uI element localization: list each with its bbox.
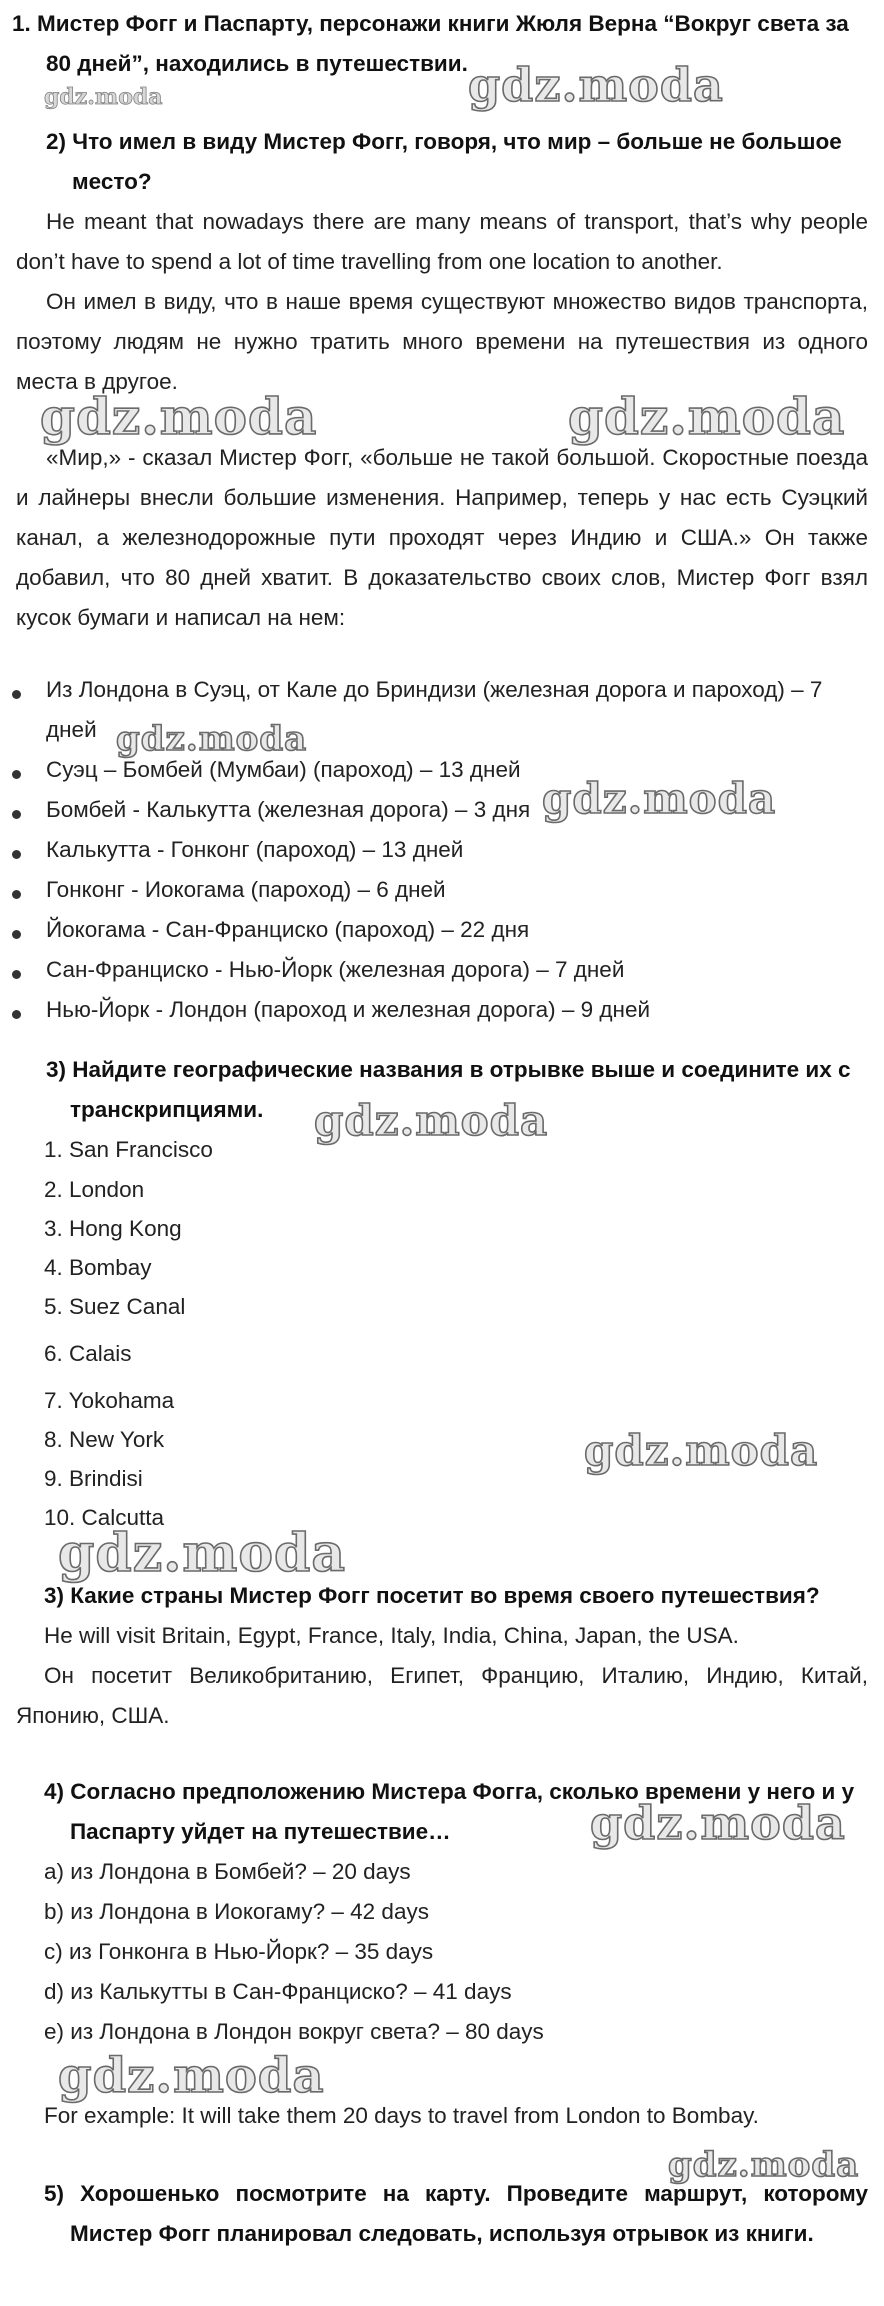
- section3b-question: 3) Какие страны Мистер Фогг посетит во время своего путешествия?: [44, 1583, 820, 1608]
- place-item: 4. Bombay: [44, 1255, 152, 1280]
- route-item-continuation: дней: [46, 717, 97, 742]
- answer-item: c) из Гонконга в Нью-Йорк? – 35 days: [44, 1939, 434, 1964]
- section5-question-line2: Мистер Фогг планировал следовать, используя отрывок из книги.: [70, 2221, 814, 2246]
- answer-item: d) из Калькутты в Сан-Франциско? – 41 days: [44, 1979, 512, 2004]
- bullet-icon: [12, 690, 21, 699]
- section2-en-line1: He meant that nowadays there are many means of transport, that’s why people: [46, 209, 868, 234]
- route-item: Бомбей - Калькутта (железная дорога) – 3 дня: [46, 797, 531, 822]
- section4-question-line2: Паспарту уйдет на путешествие…: [70, 1819, 451, 1844]
- section2-para-line2: и лайнеры внесли большие изменения. Например, теперь у нас есть Суэцкий: [16, 485, 868, 510]
- bullet-icon: [12, 930, 21, 939]
- route-item: Из Лондона в Суэц, от Кале до Бриндизи (железная дорога и пароход) – 7: [46, 677, 823, 702]
- bullet-icon: [12, 1010, 21, 1019]
- watermark-logo: gdz.moda: [590, 1796, 846, 1850]
- section3b-en: He will visit Britain, Egypt, France, Italy, India, China, Japan, the USA.: [44, 1623, 739, 1648]
- route-item: Сан-Франциско - Нью-Йорк (железная дорога) – 7 дней: [46, 957, 625, 982]
- route-item: Нью-Йорк - Лондон (пароход и железная дорога) – 9 дней: [46, 997, 651, 1022]
- watermark-logo: gdz.moda: [568, 387, 846, 446]
- watermark-logo: gdz.moda: [44, 84, 163, 110]
- answer-item: e) из Лондона в Лондон вокруг света? – 80 days: [44, 2019, 544, 2044]
- section2-para-line3: канал, а железнодорожные пути проходят через Индию и США.» Он также: [16, 525, 868, 550]
- watermark-logo: gdz.moda: [668, 2145, 860, 2185]
- answer-item: a) из Лондона в Бомбей? – 20 days: [44, 1859, 411, 1884]
- bullet-icon: [12, 810, 21, 819]
- route-item: Суэц – Бомбей (Мумбаи) (пароход) – 13 дней: [46, 757, 521, 782]
- answer-item: b) из Лондона в Иокогаму? – 42 days: [44, 1899, 429, 1924]
- place-item: 2. London: [44, 1177, 145, 1202]
- watermark-logo: gdz.moda: [58, 2048, 325, 2104]
- section2-question-line1: 2) Что имел в виду Мистер Фогг, говоря, что мир – больше не большое: [46, 129, 842, 154]
- section3a-question-line1: 3) Найдите географические названия в отрывке выше и соедините их с: [46, 1057, 851, 1082]
- section3a-question-line2: транскрипциями.: [70, 1097, 264, 1122]
- watermark-logo: gdz.moda: [40, 387, 318, 446]
- section4-example: For example: It will take them 20 days to travel from London to Bombay.: [44, 2103, 759, 2128]
- place-item: 5. Suez Canal: [44, 1294, 186, 1319]
- bullet-icon: [12, 770, 21, 779]
- watermark-logo: gdz.moda: [584, 1426, 819, 1475]
- watermark-logo: gdz.moda: [542, 774, 777, 823]
- section4-question-line1: 4) Согласно предположению Мистера Фогга, сколько времени у него и у: [44, 1779, 855, 1804]
- section2-ru-line1: Он имел в виду, что в наше время существуют множество видов транспорта,: [46, 289, 868, 314]
- watermark-logo: gdz.moda: [58, 1523, 347, 1584]
- place-item: 3. Hong Kong: [44, 1216, 182, 1241]
- route-item: Гонконг - Иокогама (пароход) – 6 дней: [46, 877, 446, 902]
- watermark-logo: gdz.moda: [116, 719, 308, 759]
- route-item: Йокогама - Сан-Франциско (пароход) – 22 дня: [46, 917, 530, 942]
- section2-question-line2: место?: [72, 169, 152, 194]
- section2-para-line4: добавил, что 80 дней хватит. В доказательство своих слов, Мистер Фогг взял: [16, 565, 868, 590]
- watermark-logo: gdz.moda: [314, 1096, 549, 1145]
- section1-line1: 1. Мистер Фогг и Паспарту, персонажи книги Жюля Верна “Вокруг света за: [12, 11, 849, 36]
- place-item: 6. Calais: [44, 1341, 132, 1366]
- place-item: 10. Calcutta: [44, 1505, 165, 1530]
- section3b-ru-line2: Японию, США.: [16, 1703, 170, 1728]
- watermark-logo: gdz.moda: [468, 58, 724, 112]
- route-item: Калькутта - Гонконг (пароход) – 13 дней: [46, 837, 464, 862]
- section2-para-line5: кусок бумаги и написал на нем:: [16, 605, 346, 630]
- bullet-icon: [12, 850, 21, 859]
- place-item: 7. Yokohama: [44, 1388, 175, 1413]
- section3b-ru-line1: Он посетит Великобританию, Египет, Францию, Италию, Индию, Китай,: [44, 1663, 868, 1688]
- section2-ru-line3: места в другое.: [16, 369, 178, 394]
- place-item: 1. San Francisco: [44, 1137, 213, 1162]
- section2-ru-line2: поэтому людям не нужно тратить много времени на путешествия из одного: [16, 329, 868, 354]
- section2-para-line1: «Мир,» - сказал Мистер Фогг, «больше не такой большой. Скоростные поезда: [46, 445, 868, 470]
- bullet-icon: [12, 970, 21, 979]
- section2-en-line2: don’t have to spend a lot of time travelling from one location to another.: [16, 249, 723, 274]
- place-item: 8. New York: [44, 1427, 165, 1452]
- section5-question-line1: 5) Хорошенько посмотрите на карту. Проведите маршрут, которому: [44, 2181, 868, 2206]
- section1-line2: 80 дней”, находились в путешествии.: [46, 51, 468, 76]
- bullet-icon: [12, 890, 21, 899]
- place-item: 9. Brindisi: [44, 1466, 143, 1491]
